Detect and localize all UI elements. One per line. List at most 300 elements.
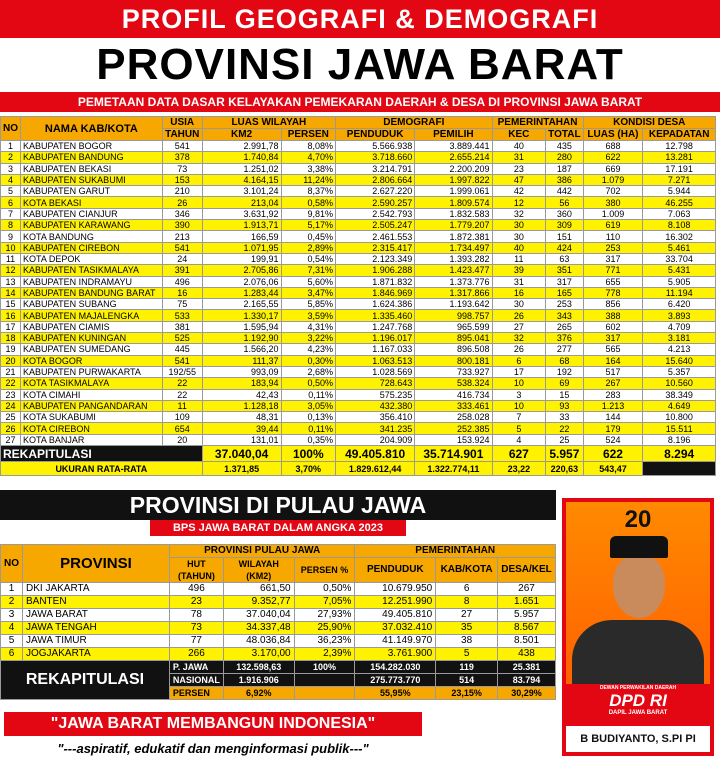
row-pemilih: 1.997.822 bbox=[415, 174, 492, 185]
row-no: 24 bbox=[1, 400, 21, 411]
dpd-box bbox=[566, 684, 710, 724]
col-persen: PERSEN bbox=[281, 129, 336, 141]
t2-row-kabkota: 5 bbox=[436, 648, 498, 661]
table-row bbox=[1, 609, 556, 622]
row-luasha: 688 bbox=[583, 141, 643, 152]
row-nama: KABUPATEN CIAMIS bbox=[21, 321, 163, 332]
col-kec: KEC bbox=[492, 129, 546, 141]
row-nama: KABUPATEN SUBANG bbox=[21, 299, 163, 310]
row-km2: 2.165,55 bbox=[202, 299, 281, 310]
rekap-persen bbox=[294, 674, 355, 687]
row-kepadatan: 3.893 bbox=[643, 310, 716, 321]
row-pemilih: 1.317.866 bbox=[415, 287, 492, 298]
table-row bbox=[1, 366, 716, 377]
col-nama: NAMA KAB/KOTA bbox=[21, 117, 163, 141]
t2-row-no: 2 bbox=[1, 596, 23, 609]
row-luasha: 856 bbox=[583, 299, 643, 310]
row-usia: 381 bbox=[162, 321, 202, 332]
t2-col-wilayah: WILAYAH (KM2) bbox=[223, 558, 294, 583]
row-usia: 654 bbox=[162, 423, 202, 434]
row-penduduk: 2.123.349 bbox=[336, 253, 415, 264]
row-kepadatan: 6.420 bbox=[643, 299, 716, 310]
col-luasha: LUAS (HA) bbox=[583, 129, 643, 141]
main-title: PROVINSI JAWA BARAT bbox=[6, 40, 714, 90]
row-no: 21 bbox=[1, 366, 21, 377]
row-luasha: 164 bbox=[583, 355, 643, 366]
row-kec: 30 bbox=[492, 220, 546, 231]
row-total: 343 bbox=[546, 310, 583, 321]
row-pemilih: 1.999.061 bbox=[415, 186, 492, 197]
t2-row-no: 4 bbox=[1, 622, 23, 635]
row-luasha: 565 bbox=[583, 344, 643, 355]
row-usia: 496 bbox=[162, 276, 202, 287]
row-km2: 1.283,44 bbox=[202, 287, 281, 298]
table-row bbox=[1, 378, 716, 389]
row-luasha: 380 bbox=[583, 197, 643, 208]
row-pemilih: 2.200.209 bbox=[415, 163, 492, 174]
t2-row-persen: 2,39% bbox=[294, 648, 355, 661]
row-total: 151 bbox=[546, 231, 583, 242]
row-total: 33 bbox=[546, 412, 583, 423]
t2-row-wilayah: 34.337,48 bbox=[223, 622, 294, 635]
dapil-label: DAPIL JAWA BARAT bbox=[608, 710, 668, 716]
rekap-km2: 37.040,04 bbox=[202, 446, 281, 462]
rekap-penduduk: 55,95% bbox=[355, 687, 436, 700]
row-nama: KABUPATEN BOGOR bbox=[21, 141, 163, 152]
col-penduduk: PENDUDUK bbox=[336, 129, 415, 141]
row-nama: KABUPATEN PURWAKARTA bbox=[21, 366, 163, 377]
row-penduduk: 432.380 bbox=[336, 400, 415, 411]
row-luasha: 622 bbox=[583, 152, 643, 163]
row-kepadatan: 7.271 bbox=[643, 174, 716, 185]
row-luasha: 1.079 bbox=[583, 174, 643, 185]
table-row bbox=[1, 648, 556, 661]
row-persen: 3,38% bbox=[281, 163, 336, 174]
rekap-kabkota: 23,15% bbox=[436, 687, 498, 700]
rekap-kind: NASIONAL bbox=[169, 674, 223, 687]
row-luasha: 778 bbox=[583, 287, 643, 298]
row-penduduk: 1.247.768 bbox=[336, 321, 415, 332]
t2-row-desakel: 5.957 bbox=[498, 609, 556, 622]
rekap-kepadatan: 8.294 bbox=[643, 446, 716, 462]
t2-row-desakel: 8.567 bbox=[498, 622, 556, 635]
row-total: 187 bbox=[546, 163, 583, 174]
row-pemilih: 1.373.776 bbox=[415, 276, 492, 287]
row-total: 442 bbox=[546, 186, 583, 197]
ukuran-total: 220,63 bbox=[546, 462, 583, 476]
row-penduduk: 1.906.288 bbox=[336, 265, 415, 276]
rekap-kabkota: 119 bbox=[436, 661, 498, 674]
candidate-card bbox=[560, 496, 716, 758]
row-pemilih: 3.889.441 bbox=[415, 141, 492, 152]
row-usia: 153 bbox=[162, 174, 202, 185]
t2-row-penduduk: 10.679.950 bbox=[355, 583, 436, 596]
row-pemilih: 1.779.207 bbox=[415, 220, 492, 231]
t2-row-provinsi: JAWA TENGAH bbox=[23, 622, 170, 635]
table-row bbox=[1, 265, 716, 276]
row-usia: 213 bbox=[162, 231, 202, 242]
row-km2: 111,37 bbox=[202, 355, 281, 366]
row-kec: 12 bbox=[492, 197, 546, 208]
t2-row-hut: 78 bbox=[169, 609, 223, 622]
t2-row-wilayah: 37.040,04 bbox=[223, 609, 294, 622]
row-total: 253 bbox=[546, 299, 583, 310]
row-luasha: 388 bbox=[583, 310, 643, 321]
rekap-persen: 100% bbox=[294, 661, 355, 674]
row-pemilih: 1.393.282 bbox=[415, 253, 492, 264]
subtitle-banner: PEMETAAN DATA DASAR KELAYAKAN PEMEKARAN DAERAH & DESA DI PROVINSI JAWA BARAT bbox=[0, 92, 720, 112]
row-km2: 2.705,86 bbox=[202, 265, 281, 276]
row-luasha: 669 bbox=[583, 163, 643, 174]
row-no: 25 bbox=[1, 412, 21, 423]
row-persen: 0,11% bbox=[281, 389, 336, 400]
row-kepadatan: 12.798 bbox=[643, 141, 716, 152]
row-persen: 2,68% bbox=[281, 366, 336, 377]
row-nama: KABUPATEN SUKABUMI bbox=[21, 174, 163, 185]
row-no: 1 bbox=[1, 141, 21, 152]
table-row bbox=[1, 321, 716, 332]
row-luasha: 655 bbox=[583, 276, 643, 287]
table-row bbox=[1, 163, 716, 174]
row-persen: 4,23% bbox=[281, 344, 336, 355]
row-nama: KABUPATEN MAJALENGKA bbox=[21, 310, 163, 321]
rekap-pemilih: 35.714.901 bbox=[415, 446, 492, 462]
row-kepadatan: 15.640 bbox=[643, 355, 716, 366]
t2-row-hut: 77 bbox=[169, 635, 223, 648]
row-kepadatan: 5.461 bbox=[643, 242, 716, 253]
row-nama: KABUPATEN INDRAMAYU bbox=[21, 276, 163, 287]
table-row bbox=[1, 220, 716, 231]
t2-row-no: 1 bbox=[1, 583, 23, 596]
row-pemilih: 153.924 bbox=[415, 434, 492, 445]
ukuran-row bbox=[1, 462, 716, 476]
row-total: 25 bbox=[546, 434, 583, 445]
table-row bbox=[1, 622, 556, 635]
row-total: 386 bbox=[546, 174, 583, 185]
row-kec: 4 bbox=[492, 434, 546, 445]
row-pemilih: 2.655.214 bbox=[415, 152, 492, 163]
rekap-wilayah: 6,92% bbox=[223, 687, 294, 700]
row-persen: 2,89% bbox=[281, 242, 336, 253]
t2-col-kabkota: KAB/KOTA bbox=[436, 558, 498, 583]
row-no: 23 bbox=[1, 389, 21, 400]
ukuran-penduduk: 1.829.612,44 bbox=[336, 462, 415, 476]
row-no: 16 bbox=[1, 310, 21, 321]
rekap-total: 5.957 bbox=[546, 446, 583, 462]
table-row bbox=[1, 287, 716, 298]
row-penduduk: 2.542.793 bbox=[336, 208, 415, 219]
row-km2: 4.164,15 bbox=[202, 174, 281, 185]
row-no: 12 bbox=[1, 265, 21, 276]
table-row bbox=[1, 596, 556, 609]
row-usia: 16 bbox=[162, 287, 202, 298]
row-km2: 183,94 bbox=[202, 378, 281, 389]
row-penduduk: 1.335.460 bbox=[336, 310, 415, 321]
rekap-desakel: 25.381 bbox=[498, 661, 556, 674]
row-persen: 7,31% bbox=[281, 265, 336, 276]
provinsi-table bbox=[0, 544, 556, 700]
row-km2: 39,44 bbox=[202, 423, 281, 434]
row-no: 10 bbox=[1, 242, 21, 253]
t2-row-persen: 7,05% bbox=[294, 596, 355, 609]
row-penduduk: 1.167.033 bbox=[336, 344, 415, 355]
row-km2: 1.740,84 bbox=[202, 152, 281, 163]
row-kepadatan: 8.196 bbox=[643, 434, 716, 445]
row-penduduk: 2.461.553 bbox=[336, 231, 415, 242]
row-kec: 23 bbox=[492, 163, 546, 174]
row-luasha: 771 bbox=[583, 265, 643, 276]
row-no: 15 bbox=[1, 299, 21, 310]
row-kec: 42 bbox=[492, 186, 546, 197]
row-usia: 75 bbox=[162, 299, 202, 310]
row-no: 22 bbox=[1, 378, 21, 389]
row-usia: 525 bbox=[162, 333, 202, 344]
row-total: 15 bbox=[546, 389, 583, 400]
row-nama: KABUPATEN CIANJUR bbox=[21, 208, 163, 219]
table-row bbox=[1, 355, 716, 366]
row-persen: 0,13% bbox=[281, 412, 336, 423]
rekap-penduduk: 275.773.770 bbox=[355, 674, 436, 687]
row-persen: 0,50% bbox=[281, 378, 336, 389]
rekap-desakel: 83.794 bbox=[498, 674, 556, 687]
row-kepadatan: 5.905 bbox=[643, 276, 716, 287]
table-row bbox=[1, 423, 716, 434]
row-persen: 0,54% bbox=[281, 253, 336, 264]
row-kec: 10 bbox=[492, 378, 546, 389]
t2-row-provinsi: JAWA TIMUR bbox=[23, 635, 170, 648]
t2-row-persen: 25,90% bbox=[294, 622, 355, 635]
row-pemilih: 965.599 bbox=[415, 321, 492, 332]
ukuran-luasha: 543,47 bbox=[583, 462, 643, 476]
rekap-kabkota: 514 bbox=[436, 674, 498, 687]
table-row bbox=[1, 299, 716, 310]
t2-row-kabkota: 38 bbox=[436, 635, 498, 648]
row-kec: 5 bbox=[492, 423, 546, 434]
row-total: 277 bbox=[546, 344, 583, 355]
row-luasha: 317 bbox=[583, 253, 643, 264]
rekap-label: REKAPITULASI bbox=[1, 446, 203, 462]
t2-row-provinsi: JAWA BARAT bbox=[23, 609, 170, 622]
row-luasha: 602 bbox=[583, 321, 643, 332]
row-km2: 1.071,95 bbox=[202, 242, 281, 253]
row-kepadatan: 10.560 bbox=[643, 378, 716, 389]
row-kec: 31 bbox=[492, 152, 546, 163]
row-nama: KABUPATEN KARAWANG bbox=[21, 220, 163, 231]
row-penduduk: 5.566.938 bbox=[336, 141, 415, 152]
t2-col-hut: HUT (TAHUN) bbox=[169, 558, 223, 583]
row-kepadatan: 4.709 bbox=[643, 321, 716, 332]
t2-row-wilayah: 9.352,77 bbox=[223, 596, 294, 609]
table-row bbox=[1, 400, 716, 411]
t2-row-desakel: 267 bbox=[498, 583, 556, 596]
row-nama: KABUPATEN BEKASI bbox=[21, 163, 163, 174]
row-nama: KOTA TASIKMALAYA bbox=[21, 378, 163, 389]
t2-row-no: 3 bbox=[1, 609, 23, 622]
row-nama: KOTA DEPOK bbox=[21, 253, 163, 264]
row-total: 69 bbox=[546, 378, 583, 389]
row-pemilih: 258.028 bbox=[415, 412, 492, 423]
row-kec: 32 bbox=[492, 208, 546, 219]
row-persen: 0,58% bbox=[281, 197, 336, 208]
row-penduduk: 2.627.220 bbox=[336, 186, 415, 197]
row-total: 93 bbox=[546, 400, 583, 411]
t2-row-kabkota: 27 bbox=[436, 609, 498, 622]
row-kec: 26 bbox=[492, 344, 546, 355]
row-km2: 2.076,06 bbox=[202, 276, 281, 287]
row-pemilih: 333.461 bbox=[415, 400, 492, 411]
row-total: 56 bbox=[546, 197, 583, 208]
row-no: 14 bbox=[1, 287, 21, 298]
table-row bbox=[1, 333, 716, 344]
row-kec: 16 bbox=[492, 287, 546, 298]
row-luasha: 179 bbox=[583, 423, 643, 434]
row-total: 68 bbox=[546, 355, 583, 366]
row-total: 317 bbox=[546, 276, 583, 287]
row-nama: KOTA CIREBON bbox=[21, 423, 163, 434]
row-km2: 993,09 bbox=[202, 366, 281, 377]
row-kepadatan: 33.704 bbox=[643, 253, 716, 264]
rekap-penduduk: 154.282.030 bbox=[355, 661, 436, 674]
row-km2: 1.330,17 bbox=[202, 310, 281, 321]
row-kepadatan: 5.944 bbox=[643, 186, 716, 197]
row-usia: 20 bbox=[162, 434, 202, 445]
row-km2: 2.991,78 bbox=[202, 141, 281, 152]
ukuran-persen: 3,70% bbox=[281, 462, 336, 476]
council-label: DEWAN PERWAKILAN DAERAH bbox=[599, 685, 677, 691]
row-pemilih: 416.734 bbox=[415, 389, 492, 400]
row-kepadatan: 11.194 bbox=[643, 287, 716, 298]
t2-col-desakel: DESA/KEL bbox=[498, 558, 556, 583]
row-total: 192 bbox=[546, 366, 583, 377]
col-demografi: DEMOGRAFI bbox=[336, 117, 492, 129]
row-nama: KABUPATEN TASIKMALAYA bbox=[21, 265, 163, 276]
row-penduduk: 1.196.017 bbox=[336, 333, 415, 344]
t2-row-penduduk: 49.405.810 bbox=[355, 609, 436, 622]
row-persen: 0,45% bbox=[281, 231, 336, 242]
row-nama: KOTA SUKABUMI bbox=[21, 412, 163, 423]
row-no: 4 bbox=[1, 174, 21, 185]
row-persen: 5,17% bbox=[281, 220, 336, 231]
row-usia: 541 bbox=[162, 141, 202, 152]
rekap-kind: PERSEN bbox=[169, 687, 223, 700]
rekap-kind: P. JAWA bbox=[169, 661, 223, 674]
row-kec: 3 bbox=[492, 389, 546, 400]
row-kec: 30 bbox=[492, 299, 546, 310]
rekap-wilayah: 1.916.906 bbox=[223, 674, 294, 687]
row-kec: 17 bbox=[492, 366, 546, 377]
row-pemilih: 1.193.642 bbox=[415, 299, 492, 310]
table-row bbox=[1, 186, 716, 197]
row-kec: 40 bbox=[492, 242, 546, 253]
ukuran-pemilih: 1.322.774,11 bbox=[415, 462, 492, 476]
table-row bbox=[1, 635, 556, 648]
t2-row-provinsi: JOGJAKARTA bbox=[23, 648, 170, 661]
col-kepadatan: KEPADATAN bbox=[643, 129, 716, 141]
row-usia: 390 bbox=[162, 220, 202, 231]
row-kepadatan: 38.349 bbox=[643, 389, 716, 400]
row-total: 280 bbox=[546, 152, 583, 163]
row-no: 18 bbox=[1, 333, 21, 344]
t2-row-no: 6 bbox=[1, 648, 23, 661]
kabkota-rows bbox=[1, 141, 716, 446]
t2-row-persen: 36,23% bbox=[294, 635, 355, 648]
t2-row-no: 5 bbox=[1, 635, 23, 648]
t2-group2: PEMERINTAHAN bbox=[355, 545, 556, 558]
row-pemilih: 1.809.574 bbox=[415, 197, 492, 208]
row-penduduk: 575.235 bbox=[336, 389, 415, 400]
table-row bbox=[1, 276, 716, 287]
section2-title: PROVINSI DI PULAU JAWA bbox=[0, 490, 556, 520]
t2-row-kabkota: 6 bbox=[436, 583, 498, 596]
t2-row-persen: 27,93% bbox=[294, 609, 355, 622]
row-km2: 199,91 bbox=[202, 253, 281, 264]
row-nama: KABUPATEN CIREBON bbox=[21, 242, 163, 253]
t2-row-persen: 0,50% bbox=[294, 583, 355, 596]
row-persen: 4,31% bbox=[281, 321, 336, 332]
row-km2: 213,04 bbox=[202, 197, 281, 208]
dpd-label: DPD RI bbox=[609, 691, 667, 710]
ukuran-kec: 23,22 bbox=[492, 462, 546, 476]
row-persen: 5,85% bbox=[281, 299, 336, 310]
table-row bbox=[1, 344, 716, 355]
row-persen: 3,22% bbox=[281, 333, 336, 344]
row-usia: 541 bbox=[162, 242, 202, 253]
row-pemilih: 896.508 bbox=[415, 344, 492, 355]
table-row bbox=[1, 434, 716, 445]
row-luasha: 517 bbox=[583, 366, 643, 377]
rekap-luasha: 622 bbox=[583, 446, 643, 462]
row-usia: 73 bbox=[162, 163, 202, 174]
candidate-cap bbox=[610, 536, 668, 558]
table-row bbox=[1, 197, 716, 208]
row-km2: 1.913,71 bbox=[202, 220, 281, 231]
row-km2: 3.631,92 bbox=[202, 208, 281, 219]
row-kec: 26 bbox=[492, 310, 546, 321]
row-persen: 0,35% bbox=[281, 434, 336, 445]
row-penduduk: 728.643 bbox=[336, 378, 415, 389]
row-usia: 11 bbox=[162, 400, 202, 411]
row-nama: KABUPATEN SUMEDANG bbox=[21, 344, 163, 355]
t2-row-hut: 73 bbox=[169, 622, 223, 635]
row-pemilih: 895.041 bbox=[415, 333, 492, 344]
row-usia: 26 bbox=[162, 197, 202, 208]
t2-row-penduduk: 12.251.990 bbox=[355, 596, 436, 609]
row-kepadatan: 46.255 bbox=[643, 197, 716, 208]
row-kec: 10 bbox=[492, 400, 546, 411]
row-usia: 109 bbox=[162, 412, 202, 423]
table-row bbox=[1, 310, 716, 321]
row-persen: 11,24% bbox=[281, 174, 336, 185]
row-persen: 3,59% bbox=[281, 310, 336, 321]
t2-row-hut: 496 bbox=[169, 583, 223, 596]
ukuran-label: UKURAN RATA-RATA bbox=[1, 462, 203, 476]
row-km2: 1.192,90 bbox=[202, 333, 281, 344]
table-row bbox=[1, 152, 716, 163]
row-kec: 30 bbox=[492, 231, 546, 242]
row-luasha: 619 bbox=[583, 220, 643, 231]
row-persen: 9,81% bbox=[281, 208, 336, 219]
t2-row-wilayah: 3.170,00 bbox=[223, 648, 294, 661]
t2-col-provinsi: PROVINSI bbox=[23, 545, 170, 583]
table-row bbox=[1, 412, 716, 423]
t2-row-wilayah: 48.036,84 bbox=[223, 635, 294, 648]
row-penduduk: 1.846.969 bbox=[336, 287, 415, 298]
row-km2: 166,59 bbox=[202, 231, 281, 242]
row-luasha: 1.009 bbox=[583, 208, 643, 219]
row-usia: 533 bbox=[162, 310, 202, 321]
row-luasha: 110 bbox=[583, 231, 643, 242]
row-no: 26 bbox=[1, 423, 21, 434]
